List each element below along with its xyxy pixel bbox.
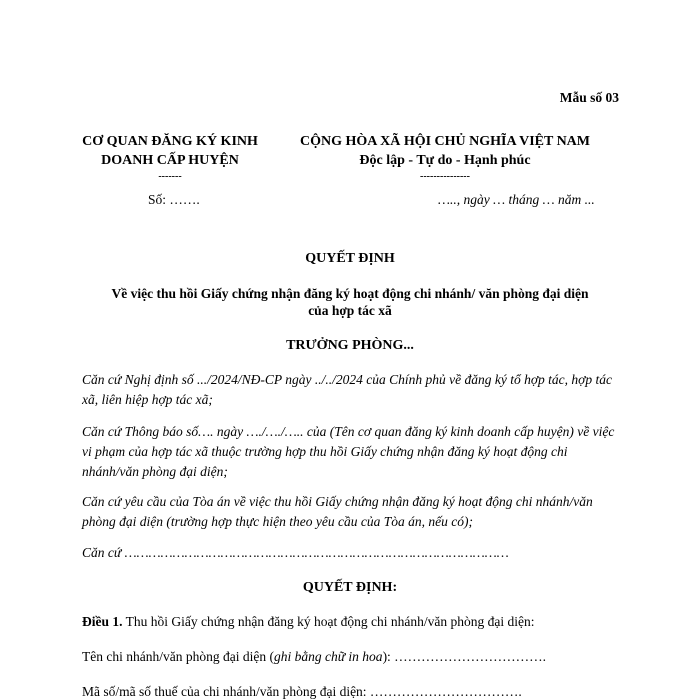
article-1-label: Điều 1. bbox=[82, 614, 123, 629]
motto: Độc lập - Tự do - Hạnh phúc bbox=[359, 153, 531, 168]
national-header bbox=[280, 132, 610, 184]
document-title: QUYẾT ĐỊNH bbox=[305, 251, 395, 266]
recital-court: Căn cứ yêu cầu của Tòa án về việc thu hồi Giấy chứng nhận đăng ký hoạt động chi nhánh/văn phòng đại diện (trường hợp thực hiện theo yêu cầu của Tòa án, nếu có); bbox=[82, 494, 593, 529]
signing-authority: TRƯỞNG PHÒNG... bbox=[286, 338, 414, 353]
branch-name-blank: ): ……………………………. bbox=[382, 649, 547, 664]
article-1 bbox=[82, 614, 535, 630]
recital-other: Căn cứ …………………………………………………………………………………… bbox=[82, 545, 509, 560]
branch-name-field bbox=[82, 649, 546, 665]
subtitle-line-1: Về việc thu hồi Giấy chứng nhận đăng ký hoạt động chi nhánh/ văn phòng đại diện bbox=[111, 286, 589, 301]
agency-rule: ------- bbox=[158, 171, 182, 182]
subtitle-line-2: của hợp tác xã bbox=[308, 303, 392, 318]
recital-decree: Căn cứ Nghị định số .../2024/NĐ-CP ngày ../../2024 của Chính phủ về đăng ký tổ hợp tác, hợp tác xã, liên hiệp hợp tác xã; bbox=[82, 372, 612, 407]
country-name: CỘNG HÒA XÃ HỘI CHỦ NGHĨA VIỆT NAM bbox=[299, 134, 590, 149]
decision-heading: QUYẾT ĐỊNH: bbox=[302, 580, 398, 595]
motto-rule: --------------- bbox=[420, 171, 470, 182]
article-1-text: Thu hồi Giấy chứng nhận đăng ký hoạt động chi nhánh/văn phòng đại diện: bbox=[122, 614, 535, 629]
branch-name-label: Tên chi nhánh/văn phòng đại diện ( bbox=[82, 649, 274, 664]
issuing-agency-header bbox=[70, 132, 270, 184]
place-date: ….., ngày … tháng … năm ... bbox=[438, 192, 595, 207]
branch-tax-code-field: Mã số/mã số thuế của chi nhánh/văn phòng đại diện: ……………………………. bbox=[82, 684, 522, 699]
recital-notice: Căn cứ Thông báo số…. ngày …./…./….. của (Tên cơ quan đăng ký kinh doanh cấp huyện) về việc vi phạm của hợp tác xã thuộc trường hợp thu hồi Giấy chứng nhận đăng ký hoạt động chi nhánh/văn phòng đại diện; bbox=[82, 424, 615, 479]
agency-line-1: CƠ QUAN ĐĂNG KÝ KINH bbox=[82, 134, 258, 149]
agency-line-2: DOANH CẤP HUYỆN bbox=[101, 153, 239, 168]
branch-name-hint: ghi bằng chữ in hoa bbox=[273, 649, 383, 664]
document-number: Số: ……. bbox=[148, 192, 200, 207]
form-number: Mẫu số 03 bbox=[559, 90, 619, 105]
